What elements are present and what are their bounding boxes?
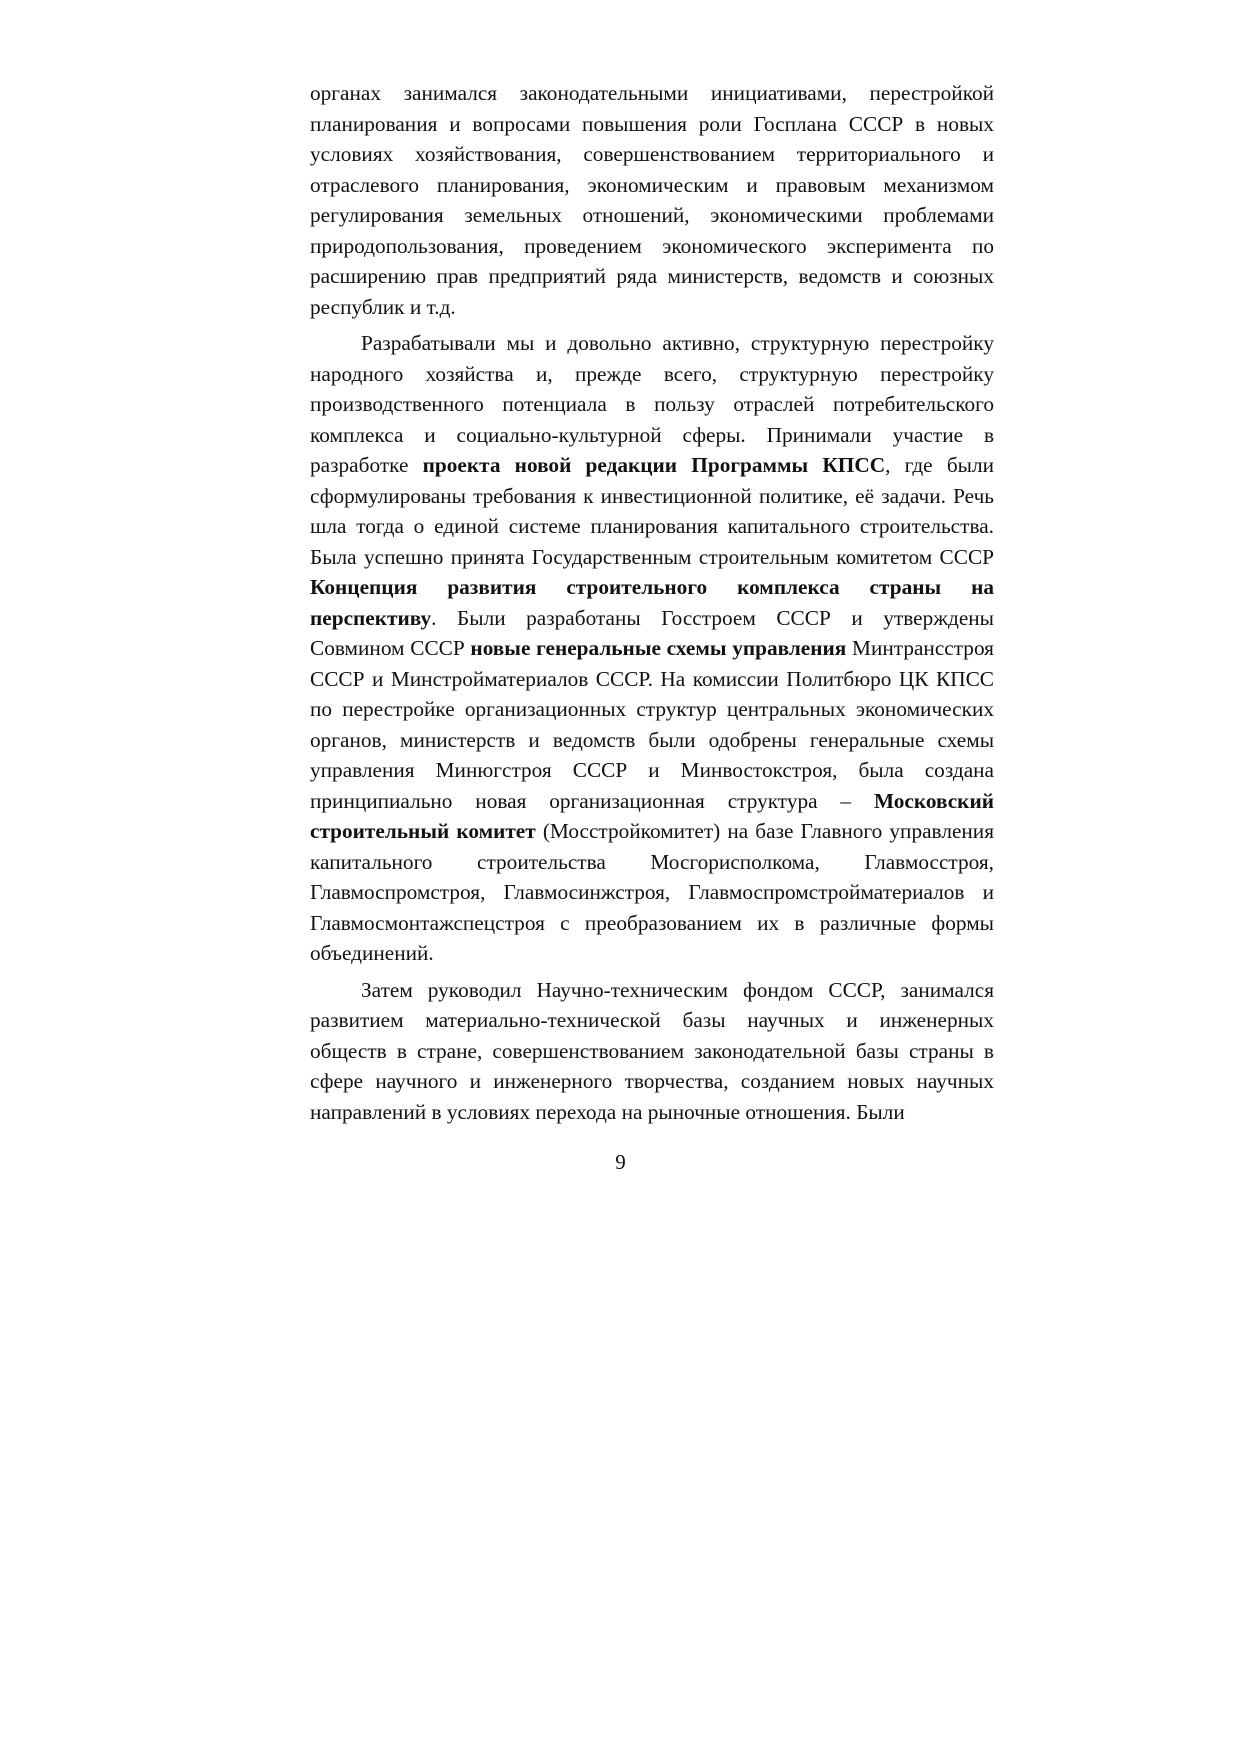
bold-phrase-program: проекта новой редакции Программы КПСС bbox=[422, 453, 886, 477]
paragraph-2-text: . Были разработаны Госстроем СССР и утверждены Совмином СССР bbox=[310, 605, 994, 660]
paragraph-1 bbox=[310, 78, 994, 322]
paragraph-1-text: органах занимался законодательными инициативами, перестройкой планирования и вопросами повышения роли Госплана СССР в новых условиях хозяйствования, совершенствованием территориального и отраслевого планирования, экономическим и правовым механизмом регулирования земельных отношений, экономическими проблемами природопользования, проведением экономического эксперимента по расширению прав предприятий ряда министерств, ведомств и союзных республик и т.д. bbox=[310, 81, 994, 319]
bold-phrase-concept: Концепция развития строительного комплекса страны на перспективу bbox=[310, 575, 994, 630]
paragraph-2-text: Разрабатывали мы и довольно активно, структурную перестройку народного хозяйства и, прежде всего, структурную перестройку производственного потенциала в пользу отраслей потребительского комплекса и социально-культурной сферы. Принимали участие в разработке bbox=[310, 331, 994, 477]
bold-phrase-committee: Московский строительный комитет bbox=[310, 788, 994, 843]
paragraph-2-text: Минтрансстроя СССР и Минстройматериалов СССР. На комиссии Политбюро ЦК КПСС по перестройке организационных структур центральных экономических органов, министерств и ведомств были одобрены генеральные схемы управления Минюгстроя СССР и Минвостокстроя, была создана принципиально новая организационная структура – bbox=[310, 636, 994, 813]
paragraph-3 bbox=[310, 975, 994, 1128]
paragraph-2-text: , где были сформулированы требования к инвестиционной политике, её задачи. Речь шла тогда о единой системе планирования капитального строительства. Была успешно принята Государственным строительным комитетом СССР bbox=[310, 453, 995, 569]
bold-phrase-schemes: новые генеральные схемы управления bbox=[470, 636, 847, 660]
paragraph-2-text: (Мосстройкомитет) на базе Главного управления капитального строительства Мосгорисполкома, Главмосстроя, Главмоспромстроя, Главмосинжстроя, Главмоспромстройматериалов и Главмосмонтажспецстроя с преобразованием их в различные формы объединений. bbox=[310, 819, 994, 965]
body-text bbox=[310, 78, 994, 1127]
page-number: 9 bbox=[615, 1150, 626, 1174]
paragraph-3-text: Затем руководил Научно-техническим фондом СССР, занимался развитием материально-технической базы научных и инженерных обществ в стране, совершенствованием законодательной базы страны в сфере научного и инженерного творчества, созданием новых научных направлений в условиях перехода на рыночные отношения. Были bbox=[310, 977, 994, 1124]
paragraph-2 bbox=[310, 328, 994, 969]
